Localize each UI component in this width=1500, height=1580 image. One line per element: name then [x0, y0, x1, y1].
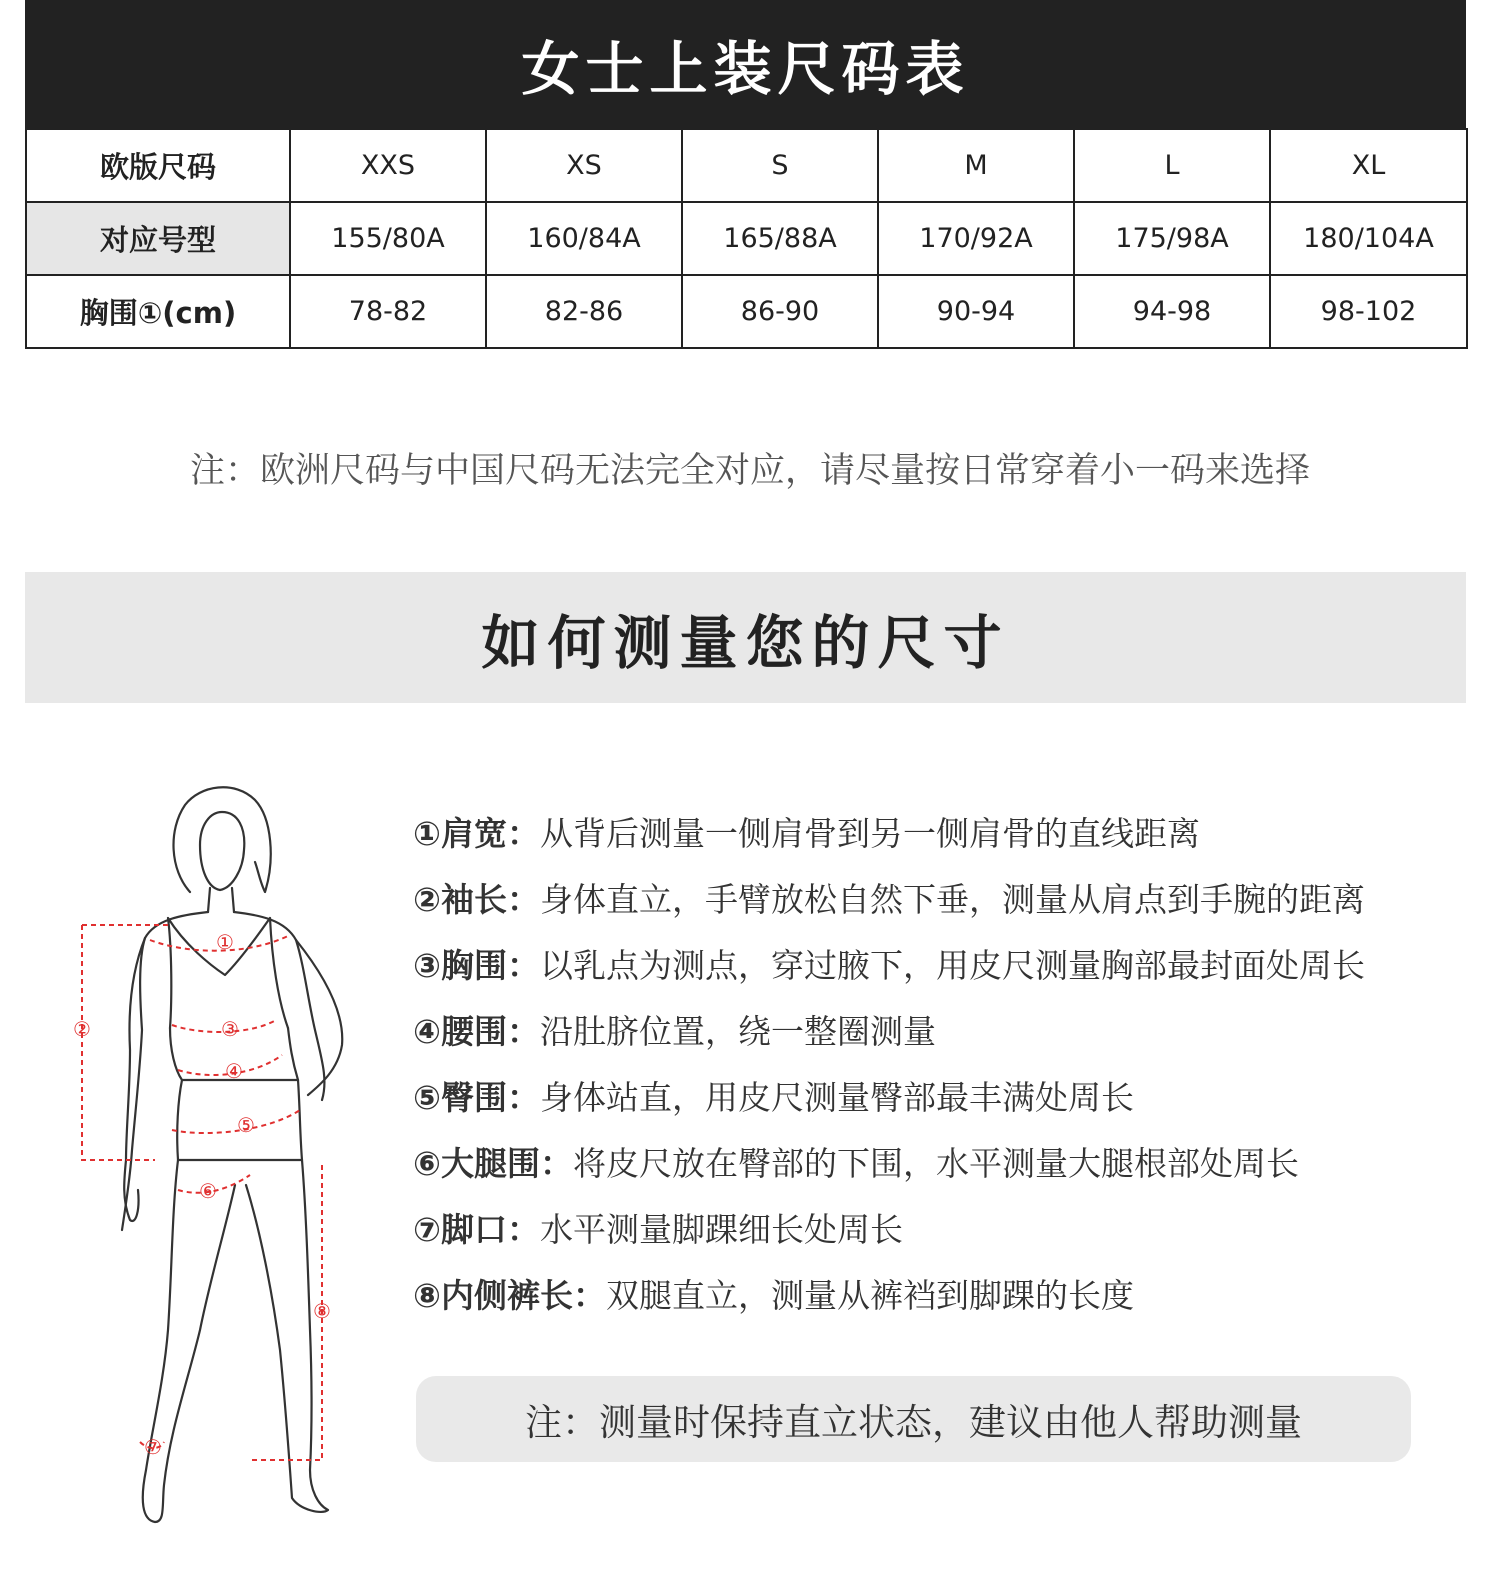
- row-label: 胸围①(cm): [26, 275, 290, 348]
- step-hip: [413, 1072, 1365, 1138]
- step-inseam: [413, 1270, 1365, 1336]
- step-title: ①肩宽：: [413, 814, 540, 853]
- measure-note: 注：测量时保持直立状态，建议由他人帮助测量: [416, 1376, 1411, 1462]
- table-cell: S: [682, 129, 878, 202]
- step-title: ⑤臀围：: [413, 1078, 540, 1117]
- table-cell: 94-98: [1074, 275, 1270, 348]
- table-cell: 155/80A: [290, 202, 486, 275]
- table-cell: M: [878, 129, 1074, 202]
- marker-3: ③: [221, 1017, 239, 1041]
- step-title: ④腰围：: [413, 1012, 540, 1051]
- row-label: 对应号型: [26, 202, 290, 275]
- step-title: ③胸围：: [413, 946, 540, 985]
- how-to-measure-title: 如何测量您的尺寸: [25, 572, 1466, 703]
- step-text: 从背后测量一侧肩骨到另一侧肩骨的直线距离: [539, 814, 1200, 853]
- table-cell: 175/98A: [1074, 202, 1270, 275]
- marker-6: ⑥: [199, 1179, 217, 1203]
- step-text: 将皮尺放在臀部的下围，水平测量大腿根部处周长: [572, 1144, 1299, 1183]
- step-title: ⑦脚口：: [413, 1210, 540, 1249]
- row-label: 欧版尺码: [26, 129, 290, 202]
- table-row-eu-size: [26, 129, 1467, 202]
- step-text: 沿肚脐位置，绕一整圈测量: [539, 1012, 936, 1051]
- table-cell: XS: [486, 129, 682, 202]
- step-text: 双腿直立，测量从裤裆到脚踝的长度: [605, 1276, 1134, 1315]
- step-title: ⑧内侧裤长：: [413, 1276, 606, 1315]
- table-cell: L: [1074, 129, 1270, 202]
- step-text: 身体站直，用皮尺测量臀部最丰满处周长: [539, 1078, 1134, 1117]
- table-row-cn-size: [26, 202, 1467, 275]
- step-thigh: [413, 1138, 1365, 1204]
- marker-5: ⑤: [237, 1113, 255, 1137]
- step-title: ⑥大腿围：: [413, 1144, 573, 1183]
- size-note: 注：欧洲尺码与中国尺码无法完全对应，请尽量按日常穿着小一码来选择: [189, 451, 1310, 491]
- table-cell: 82-86: [486, 275, 682, 348]
- step-shoulder: [413, 808, 1365, 874]
- measurement-steps: [413, 808, 1365, 1336]
- step-sleeve: [413, 874, 1365, 940]
- step-text: 身体直立，手臂放松自然下垂，测量从肩点到手腕的距离: [539, 880, 1365, 919]
- table-cell: 78-82: [290, 275, 486, 348]
- table-cell: 160/84A: [486, 202, 682, 275]
- step-text: 水平测量脚踝细长处周长: [539, 1210, 903, 1249]
- body-measurement-illustration: [60, 770, 380, 1540]
- table-cell: 180/104A: [1270, 202, 1467, 275]
- marker-7: ⑦: [144, 1435, 162, 1459]
- table-cell: 86-90: [682, 275, 878, 348]
- marker-2: ②: [73, 1017, 91, 1041]
- table-cell: 90-94: [878, 275, 1074, 348]
- marker-1: ①: [216, 930, 234, 954]
- step-waist: [413, 1006, 1365, 1072]
- table-cell: 98-102: [1270, 275, 1467, 348]
- step-ankle: [413, 1204, 1365, 1270]
- table-row-bust: [26, 275, 1467, 348]
- table-cell: XXS: [290, 129, 486, 202]
- marker-8: ⑧: [313, 1299, 331, 1323]
- table-cell: 170/92A: [878, 202, 1074, 275]
- step-title: ②袖长：: [413, 880, 540, 919]
- marker-4: ④: [225, 1059, 243, 1083]
- table-cell: XL: [1270, 129, 1467, 202]
- size-table: [25, 128, 1468, 349]
- step-text: 以乳点为测点，穿过腋下，用皮尺测量胸部最封面处周长: [539, 946, 1365, 985]
- step-bust: [413, 940, 1365, 1006]
- size-chart-title: 女士上装尺码表: [25, 0, 1466, 128]
- table-cell: 165/88A: [682, 202, 878, 275]
